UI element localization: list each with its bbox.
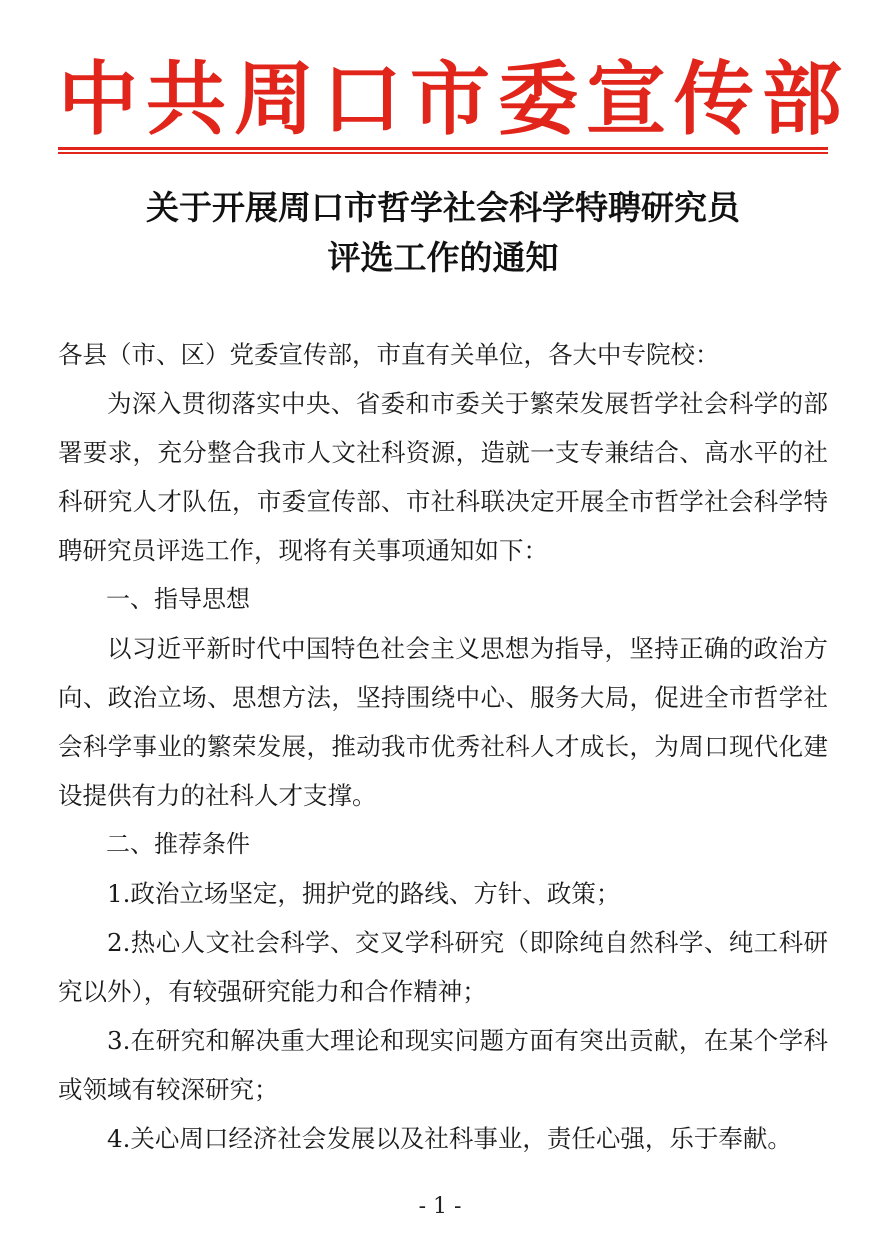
condition-item-4: 4.关心周口经济社会发展以及社科事业，责任心强，乐于奉献。 (107, 1124, 792, 1153)
page-number: - 1 - (418, 1194, 462, 1219)
section-heading-recommendation-conditions: 二、推荐条件 (106, 830, 250, 858)
document-title-line-1: 关于开展周口市哲学社会科学特聘研究员 (146, 188, 740, 227)
condition-item-1: 1.政治立场坚定，拥护党的路线、方针、政策； (107, 879, 621, 908)
guiding-ideology-paragraph: 以习近平新时代中国特色社会主义思想为指导，坚持正确的政治方向、政治立场、思想方法，坚持围绕中心、服务大局，促进全市哲学社会科学事业的繁荣发展，推动我市优秀社科人才成长，为周口现代化建设提供有力的社科人才支撑。 (58, 634, 828, 810)
document-title-line-2: 评选工作的通知 (327, 238, 559, 277)
condition-item-3: 3.在研究和解决重大理论和现实问题方面有突出贡献，在某个学科或领域有较深研究； (58, 1026, 828, 1104)
intro-paragraph: 为深入贯彻落实中央、省委和市委关于繁荣发展哲学社会科学的部署要求，充分整合我市人文社科资源，造就一支专兼结合、高水平的社科研究人才队伍，市委宣传部、市社科联决定开展全市哲学社会科学特聘研究员评选工作，现将有关事项通知如下： (58, 389, 828, 565)
header-red-rule (58, 147, 828, 150)
document-body (58, 330, 828, 1163)
section-heading-guiding-ideology: 一、指导思想 (106, 585, 250, 613)
condition-item-2: 2.热心人文社会科学、交叉学科研究（即除纯自然科学、纯工科研究以外），有较强研究能力和合作精神； (58, 928, 828, 1006)
document-title (58, 183, 828, 283)
document-header-organization: 中共周口市委宣传部 (58, 53, 850, 146)
header-red-rule-thin (58, 152, 828, 154)
salutation: 各县（市、区）党委宣传部，市直有关单位，各大中专院校： (58, 340, 720, 369)
